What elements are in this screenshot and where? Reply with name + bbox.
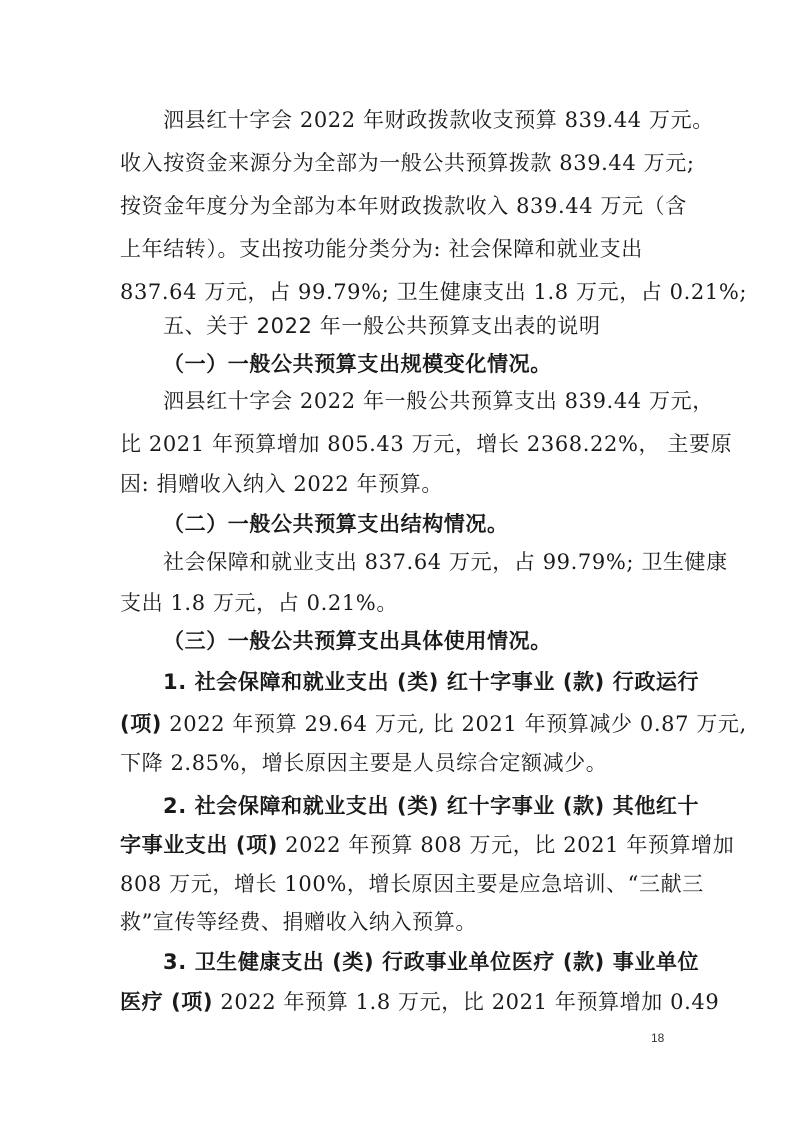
item-heading xyxy=(163,948,700,976)
paragraph-line xyxy=(120,831,735,859)
heading-text: 1. 社会保障和就业支出 (类) 红十字事业 (款) 行政运行 xyxy=(163,670,700,694)
heading-text: 五、关于 2022 年一般公共预算支出表的说明 xyxy=(163,314,601,338)
item-heading-tail: 字事业支出 (项) xyxy=(120,833,278,857)
paragraph-line xyxy=(163,387,714,415)
text-run: 2022 年预算 808 万元，比 2021 年预算增加 xyxy=(277,833,735,857)
item-heading xyxy=(163,668,700,696)
text-run: 救”宣传等经费、捐赠收入纳入预算。 xyxy=(120,910,477,934)
heading-text: （二）一般公共预算支出结构情况。 xyxy=(163,512,509,536)
paragraph-line xyxy=(120,870,704,898)
paragraph-line xyxy=(120,278,748,306)
item-heading-tail: 医疗 (项) xyxy=(120,990,214,1014)
heading-text: （三）一般公共预算支出具体使用情况。 xyxy=(163,629,552,653)
text-run: 808 万元，增长 100%，增长原因主要是应急培训、“三献三 xyxy=(120,872,704,896)
text-run: 2022 年预算 29.64 万元, 比 2021 年预算减少 0.87 万元, xyxy=(162,712,747,736)
text-run: 泗县红十字会 2022 年一般公共预算支出 839.44 万元， xyxy=(163,389,714,413)
paragraph-line xyxy=(120,908,680,936)
heading-text: （一）一般公共预算支出规模变化情况。 xyxy=(163,352,552,376)
paragraph-line xyxy=(120,988,720,1016)
item-heading-tail: (项) xyxy=(120,712,162,736)
section-heading xyxy=(163,312,680,340)
text-run: 2022 年预算 1.8 万元，比 2021 年预算增加 0.49 xyxy=(213,990,720,1014)
paragraph-line xyxy=(163,548,728,576)
item-heading xyxy=(163,792,700,820)
subsection-heading xyxy=(163,510,680,538)
paragraph-line xyxy=(120,589,680,617)
text-run: 837.64 万元，占 99.79%; 卫生健康支出 1.8 万元，占 0.21%; xyxy=(120,280,748,304)
heading-text: 2. 社会保障和就业支出 (类) 红十字事业 (款) 其他红十 xyxy=(163,794,700,818)
paragraph-line xyxy=(120,470,680,498)
page-number: 18 xyxy=(651,1031,665,1045)
text-run: 社会保障和就业支出 837.64 万元，占 99.79%; 卫生健康 xyxy=(163,550,728,574)
paragraph-line xyxy=(120,149,695,177)
text-run: 按资金年度分为全部为本年财政拨款收入 839.44 万元（含 xyxy=(120,194,687,218)
paragraph-line xyxy=(120,749,680,777)
paragraph-line xyxy=(120,710,747,738)
text-run: 泗县红十字会 2022 年财政拨款收支预算 839.44 万元。 xyxy=(163,108,714,132)
paragraph-line xyxy=(120,430,733,458)
subsection-heading xyxy=(163,627,680,655)
heading-text: 3. 卫生健康支出 (类) 行政事业单位医疗 (款) 事业单位 xyxy=(163,950,700,974)
text-run: 上年结转）。支出按功能分类分为: 社会保障和就业支出 xyxy=(120,237,643,261)
paragraph-line xyxy=(120,235,680,263)
text-run: 支出 1.8 万元，占 0.21%。 xyxy=(120,591,398,615)
paragraph-line xyxy=(163,106,714,134)
text-run: 下降 2.85%，增长原因主要是人员综合定额减少。 xyxy=(120,751,608,775)
subsection-heading xyxy=(163,350,680,378)
text-run: 收入按资金来源分为全部为一般公共预算拨款 839.44 万元; xyxy=(120,151,695,175)
paragraph-line xyxy=(120,192,687,220)
text-run: 比 2021 年预算增加 805.43 万元，增长 2368.22%， 主要原 xyxy=(120,432,733,456)
text-run: 因: 捐赠收入纳入 2022 年预算。 xyxy=(120,472,443,496)
